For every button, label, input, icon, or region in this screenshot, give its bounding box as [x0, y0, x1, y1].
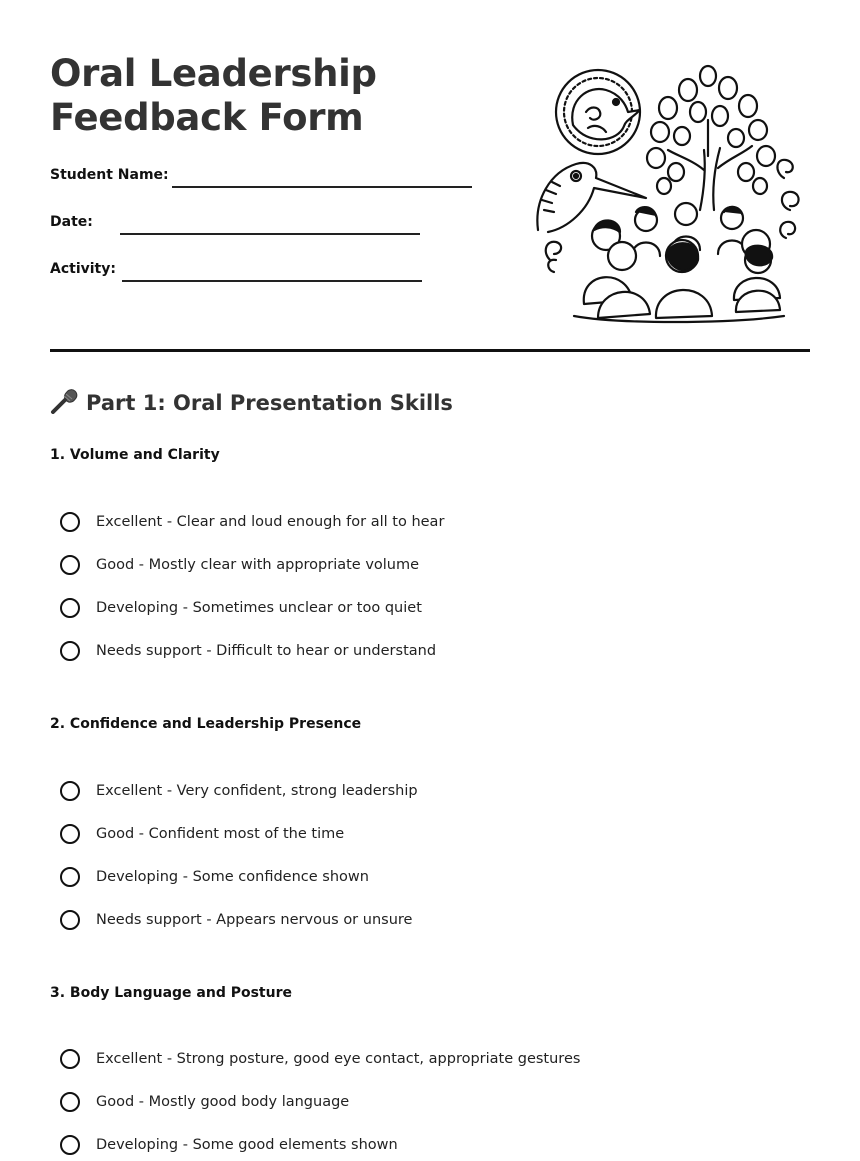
option-label: Excellent - Clear and loud enough for all to hear [96, 514, 445, 530]
student-name-label: Student Name: [50, 167, 169, 183]
activity-line[interactable] [122, 280, 422, 282]
option-label: Needs support - Appears nervous or unsure [96, 912, 413, 928]
radio-button[interactable] [60, 867, 80, 887]
question-confidence-leadership: 2. Confidence and Leadership Presence [50, 716, 362, 732]
option-label: Good - Mostly good body language [96, 1094, 350, 1110]
option-label: Good - Mostly clear with appropriate volume [96, 557, 420, 573]
option-volume-excellent[interactable] [60, 509, 444, 535]
radio-button[interactable] [60, 598, 80, 618]
option-body-excellent[interactable] [60, 1046, 580, 1072]
microphone-icon [50, 388, 78, 422]
activity-label: Activity: [50, 261, 116, 277]
radio-button[interactable] [60, 512, 80, 532]
children-under-tree-illustration [528, 60, 818, 325]
header-divider [50, 349, 810, 352]
student-name-line[interactable] [172, 186, 472, 188]
option-volume-good[interactable] [60, 552, 419, 578]
activity-field [50, 260, 430, 290]
option-confidence-developing[interactable] [60, 864, 369, 890]
part1-heading [50, 388, 453, 422]
option-label: Developing - Some good elements shown [96, 1137, 398, 1153]
radio-button[interactable] [60, 824, 80, 844]
form-title-line-2: Feedback Form [50, 96, 364, 139]
option-confidence-good[interactable] [60, 821, 344, 847]
radio-button[interactable] [60, 1135, 80, 1155]
option-volume-needs-support[interactable] [60, 638, 436, 664]
option-label: Good - Confident most of the time [96, 826, 345, 842]
radio-button[interactable] [60, 910, 80, 930]
date-field [50, 213, 430, 243]
student-name-field [50, 166, 480, 196]
option-label: Developing - Sometimes unclear or too quiet [96, 600, 422, 616]
option-confidence-needs-support[interactable] [60, 907, 412, 933]
date-label: Date: [50, 214, 93, 230]
option-label: Developing - Some confidence shown [96, 869, 369, 885]
option-body-good[interactable] [60, 1089, 349, 1115]
option-confidence-excellent[interactable] [60, 778, 418, 804]
radio-button[interactable] [60, 1092, 80, 1112]
radio-button[interactable] [60, 781, 80, 801]
option-label: Needs support - Difficult to hear or understand [96, 643, 437, 659]
option-volume-developing[interactable] [60, 595, 422, 621]
form-title-line-1: Oral Leadership [50, 52, 377, 95]
question-volume-clarity: 1. Volume and Clarity [50, 447, 220, 463]
option-label: Excellent - Very confident, strong leadership [96, 783, 418, 799]
option-body-developing[interactable] [60, 1132, 398, 1158]
question-body-language: 3. Body Language and Posture [50, 985, 292, 1001]
date-line[interactable] [120, 233, 420, 235]
option-label: Excellent - Strong posture, good eye contact, appropriate gestures [96, 1051, 581, 1067]
form-title [50, 52, 377, 140]
radio-button[interactable] [60, 1049, 80, 1069]
radio-button[interactable] [60, 641, 80, 661]
radio-button[interactable] [60, 555, 80, 575]
part1-heading-text: Part 1: Oral Presentation Skills [86, 391, 453, 415]
